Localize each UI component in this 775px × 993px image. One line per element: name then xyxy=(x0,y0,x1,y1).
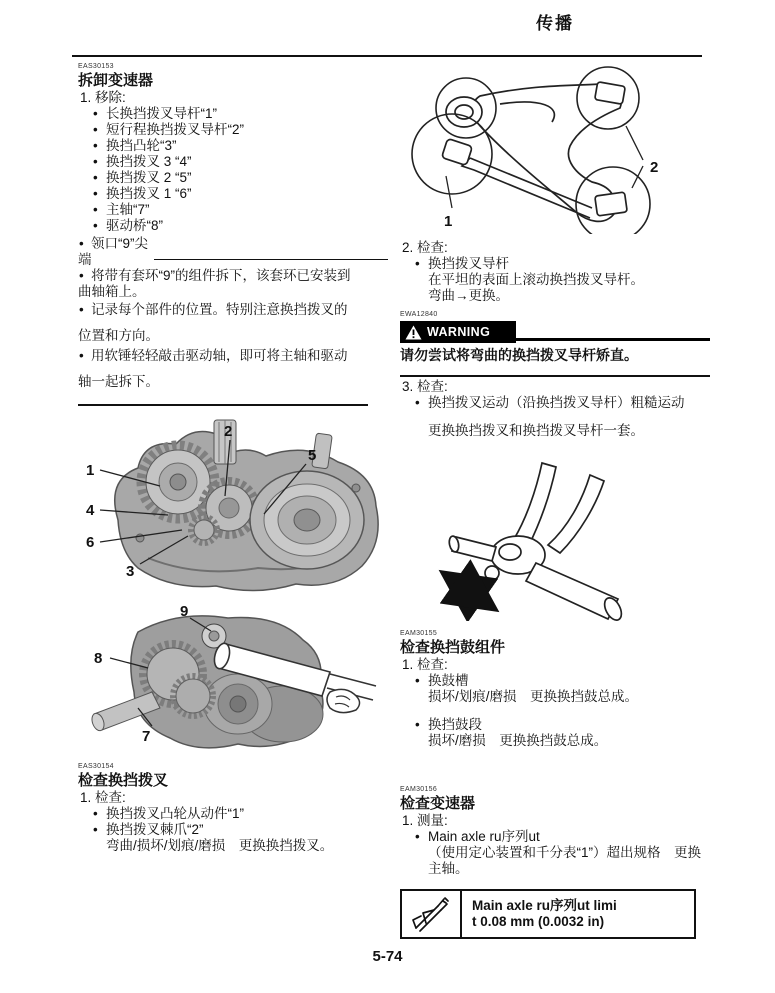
left-column xyxy=(78,60,390,854)
callout-6: 6 xyxy=(86,534,95,551)
section-heading: 检查变速器 xyxy=(400,795,476,812)
step-label: 1. 检查: xyxy=(402,657,448,672)
callout-9: 9 xyxy=(180,603,189,620)
bullet-item: • 换挡拨叉 3 “4” xyxy=(78,154,390,170)
result-line: 损坏/划痕/磨损 更换换挡鼓总成。 xyxy=(428,689,639,704)
bullet-item: • 驱动桥“8” xyxy=(78,218,390,234)
instruction-line: 在平坦的表面上滚动换挡拨叉导杆。 xyxy=(428,272,644,287)
warning-label: WARNING xyxy=(427,325,491,339)
warning-text: 请勿尝试将弯曲的换挡拨叉导杆矫直。 xyxy=(400,347,638,363)
warning-badge xyxy=(400,321,516,343)
instruction-line: （使用定心装置和千分表“1”）超出规格 更换 xyxy=(428,845,701,860)
section-divider xyxy=(400,375,710,377)
inline-divider xyxy=(154,259,389,260)
spec-box xyxy=(400,889,696,939)
step-label: 1. 测量: xyxy=(402,813,448,828)
bullet-item: • 换挡凸轮“3” xyxy=(78,138,390,154)
callout-2: 2 xyxy=(224,423,233,440)
section-code: EAS30153 xyxy=(78,63,114,70)
wrap-text: 端 xyxy=(78,252,92,267)
bullet-item: • 换挡拨叉棘爪“2” xyxy=(78,822,390,838)
instruction-line: 弯曲→更换。 xyxy=(428,288,509,303)
section-heading: 检查换挡鼓组件 xyxy=(400,639,506,656)
note-line: • 记录每个部件的位置。特别注意换挡拨叉的 xyxy=(78,302,390,318)
section-heading: 拆卸变速器 xyxy=(78,72,154,89)
figure-crankcase-soft-hammer xyxy=(78,596,383,756)
note-line: 曲轴箱上。 xyxy=(78,284,146,299)
callout-1: 1 xyxy=(86,462,95,479)
section-heading: 检查换挡拨叉 xyxy=(78,772,169,789)
step-label: 2. 检查: xyxy=(402,240,448,255)
callout-2: 2 xyxy=(650,159,659,176)
step-label: 1. 移除: xyxy=(80,90,126,105)
page-header-title: 传播 xyxy=(536,14,574,33)
bullet-item: • 换挡鼓段 xyxy=(400,717,710,733)
warning-rule xyxy=(516,338,710,341)
callout-4: 4 xyxy=(86,502,95,519)
result-line: 损坏/磨损 更换换挡鼓总成。 xyxy=(428,733,608,748)
section-divider xyxy=(78,404,368,406)
bullet-item: • 换鼓槽 xyxy=(400,673,710,689)
warning-code: EWA12840 xyxy=(400,311,438,318)
warning-triangle-icon xyxy=(405,325,422,340)
bullet-item: • 换挡拨叉运动（沿换挡拨叉导杆）粗糙运动 xyxy=(400,395,710,411)
step-label: 3. 检查: xyxy=(402,379,448,394)
result-line: 弯曲/损坏/划痕/磨损 更换换挡拨叉。 xyxy=(106,838,334,853)
bullet-item: • 换挡拨叉 1 “6” xyxy=(78,186,390,202)
section-code: EAS30154 xyxy=(78,763,114,770)
bullet-item: • 主轴“7” xyxy=(78,202,390,218)
spec-icon-cell xyxy=(402,891,462,937)
caliper-icon xyxy=(410,894,452,934)
note-line: 位置和方向。 xyxy=(78,328,159,343)
spec-line: t 0.08 mm (0.0032 in) xyxy=(472,914,605,929)
bullet-item: • 换挡拨叉 2 “5” xyxy=(78,170,390,186)
spec-text xyxy=(462,891,627,937)
spec-line: Main axle ru序列ut limi xyxy=(472,898,617,913)
note-line: • 用软锤轻轻敲击驱动轴，即可将主轴和驱动 xyxy=(78,348,390,364)
section-code: EAM30156 xyxy=(400,786,438,793)
bullet-item: • 长换挡拨叉导杆“1” xyxy=(78,106,390,122)
callout-1: 1 xyxy=(444,213,453,230)
slide-direction-arrow xyxy=(446,575,492,607)
right-column xyxy=(400,60,710,939)
note-line: • 将带有套环“9”的组件拆下，该套环已安装到 xyxy=(78,268,390,284)
bullet-item: • 换挡拨叉导杆 xyxy=(400,256,710,272)
callout-8: 8 xyxy=(94,650,103,667)
wrapped-line xyxy=(78,252,390,268)
bullet-item: • 领口“9”尖 xyxy=(78,236,390,252)
figure-transmission-in-crankcase xyxy=(78,418,383,596)
bullet-item: • Main axle ru序列ut xyxy=(400,829,710,845)
callout-7: 7 xyxy=(142,728,151,745)
figure-shift-fork-on-guide-bar xyxy=(400,453,700,621)
note-line: 轴一起拆下。 xyxy=(78,374,159,389)
section-code: EAM30155 xyxy=(400,630,438,637)
callout-5: 5 xyxy=(308,447,317,464)
instruction-line: 主轴。 xyxy=(428,861,469,876)
callout-3: 3 xyxy=(126,563,135,580)
bullet-item: • 换挡拨叉凸轮从动件“1” xyxy=(78,806,390,822)
page-number: 5-74 xyxy=(372,948,403,965)
header-divider xyxy=(72,55,702,57)
warning-header xyxy=(400,321,710,343)
result-line: 更换换挡拨叉和换挡拨叉导杆一套。 xyxy=(428,423,644,438)
figure-shift-fork-inspection-points xyxy=(400,62,710,234)
step-label: 1. 检查: xyxy=(80,790,126,805)
bullet-item: • 短行程换挡拨叉导杆“2” xyxy=(78,122,390,138)
